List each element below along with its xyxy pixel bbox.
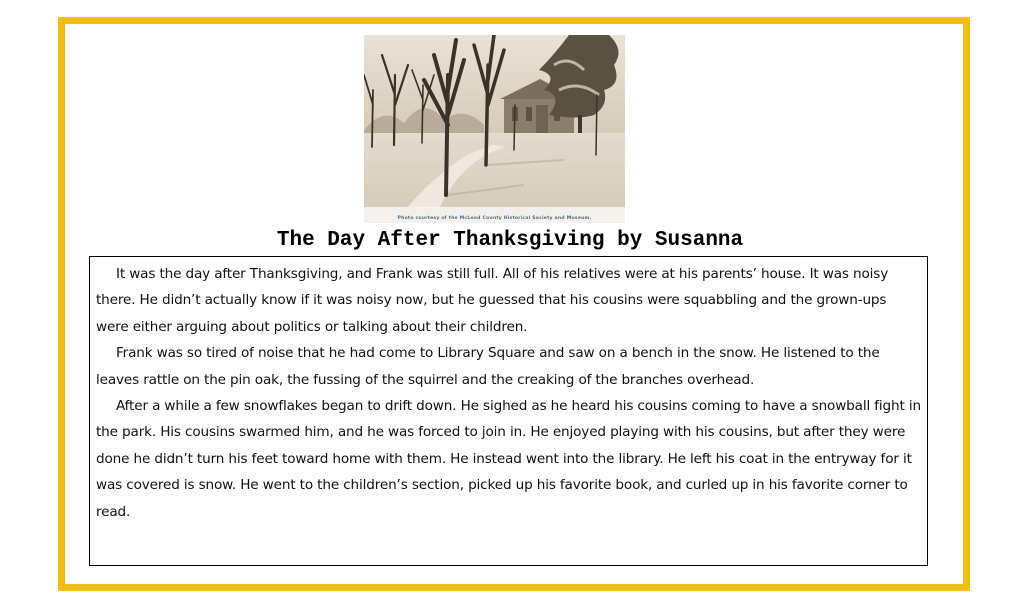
- story-paragraph-3: After a while a few snowflakes began to drift down. He sighed as he heard his cousins coming to have a snowball fight in the park. His cousins swarmed him, and he was forced to join in. He enjoyed playing with his cousins, but after they were done he didn’t turn his feet toward home with them. He instead went into the library. He left his coat in the entryway for it was covered is snow. He went to the children’s section, picked up his favorite book, and curled up in his favorite corner to read.: [96, 398, 921, 520]
- library-square-photo: [364, 35, 625, 223]
- story-title: The Day After Thanksgiving by Susanna: [276, 229, 744, 252]
- snowy-park-image: [364, 35, 625, 223]
- story-paragraph-1: It was the day after Thanksgiving, and Frank was still full. All of his relatives were at his parents’ house. It was noisy there. He didn’t actually know if it was noisy now, but he guessed that his cousins were squabbling and the grown-ups were either arguing about politics or talking about their children.: [96, 266, 889, 335]
- story-text-box: [89, 256, 928, 566]
- story-paragraph-2: Frank was so tired of noise that he had come to Library Square and saw on a bench in the snow. He listened to the leaves rattle on the pin oak, the fussing of the squirrel and the creaking of the branches overhead.: [96, 345, 880, 388]
- photo-credit: Photo courtesy of the McLeod County Historical Society and Museum.: [397, 216, 592, 221]
